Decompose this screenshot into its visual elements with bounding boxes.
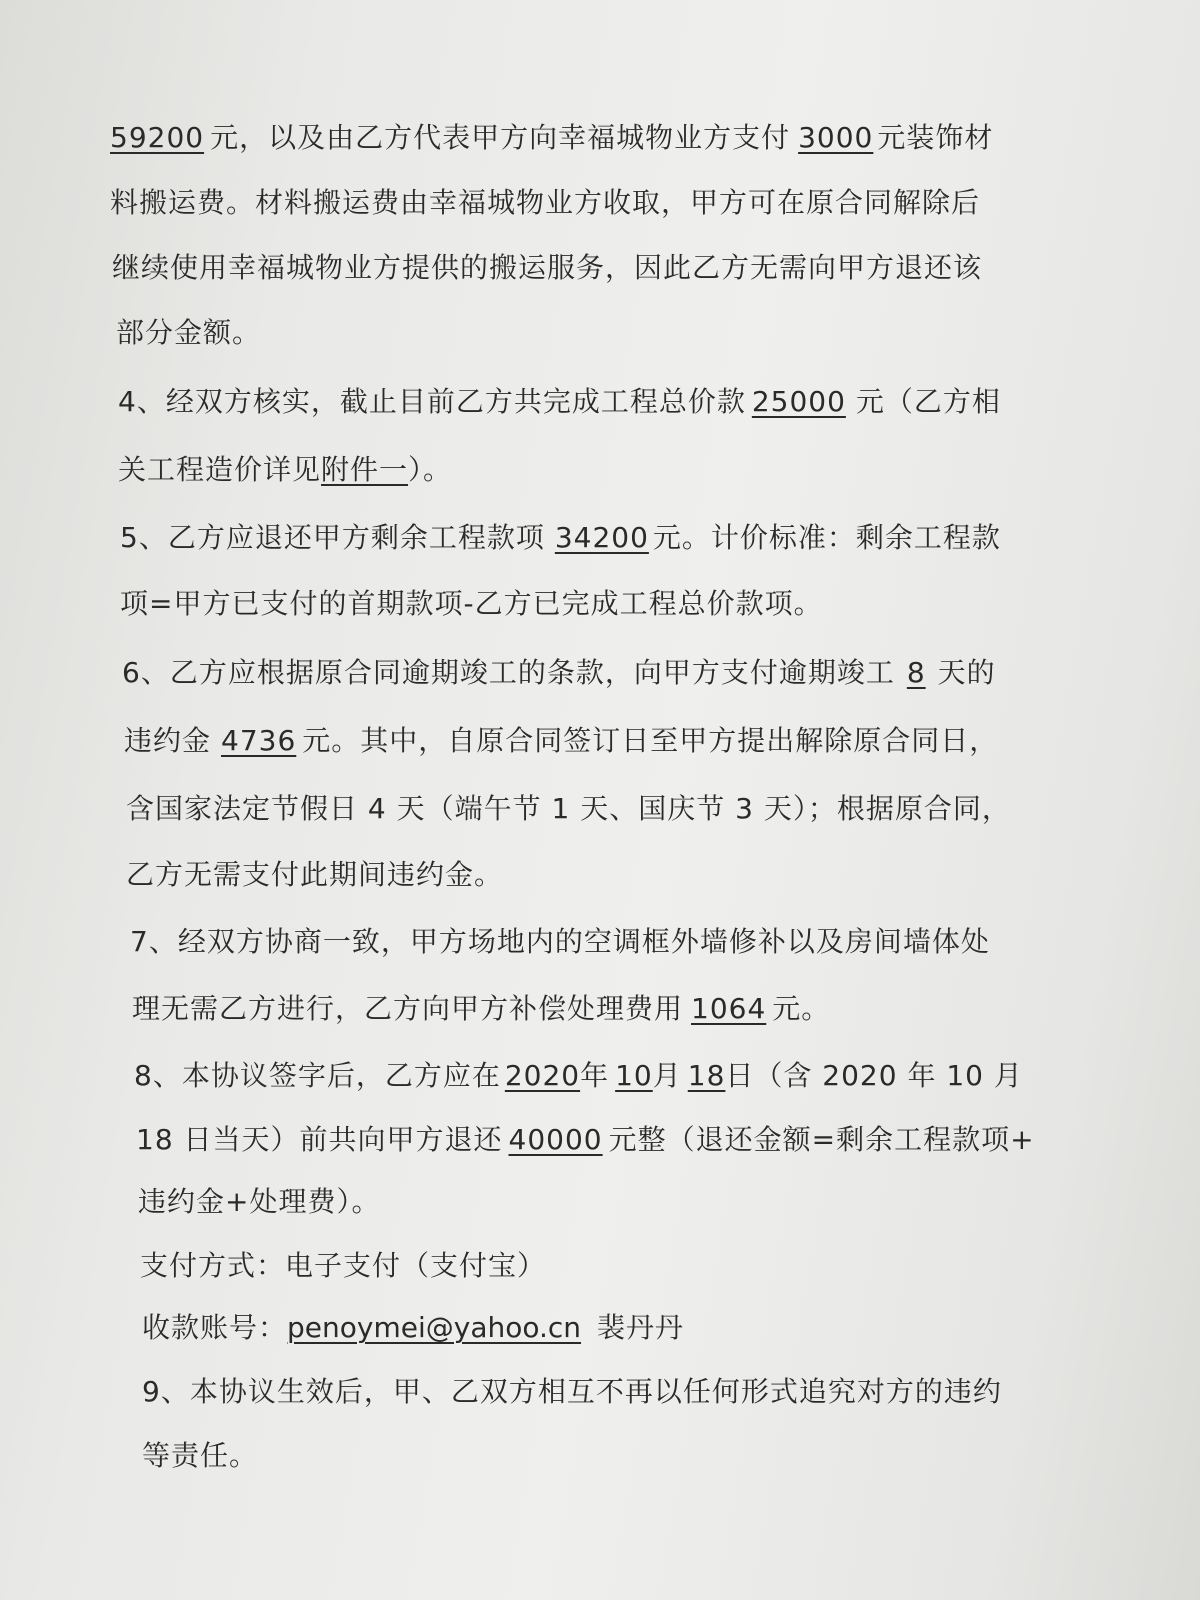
fill-amount-1064: 1064 xyxy=(691,992,767,1025)
p6-line-1: 6、乙方应根据原合同逾期竣工的条款，向甲方支付逾期竣工 8 天的 xyxy=(122,656,996,689)
p6-line-4: 乙方无需支付此期间违约金。 xyxy=(126,858,504,891)
p8-line-2: 18 日当天）前共向甲方退还 40000 元整（退还金额=剩余工程款项+ xyxy=(136,1123,1035,1156)
fill-day: 18 xyxy=(687,1059,726,1092)
fill-year: 2020 xyxy=(504,1059,581,1092)
p3-line-2: 料搬运费。材料搬运费由幸福城物业方收取，甲方可在原合同解除后 xyxy=(110,186,981,219)
fill-overdue-days: 8 xyxy=(906,656,926,689)
p6-line-2: 违约金 4736 元。其中，自原合同签订日至甲方提出解除原合同日， xyxy=(124,724,999,757)
p3-line-3: 继续使用幸福城物业方提供的搬运服务，因此乙方无需向甲方退还该 xyxy=(112,251,983,284)
fill-amount-3000: 3000 xyxy=(798,121,874,154)
p3-line-4: 部分金额。 xyxy=(116,316,262,349)
p7-line-2: 理无需乙方进行，乙方向甲方补偿处理费用 1064 元。 xyxy=(132,992,831,1025)
fill-amount-59200: 59200 xyxy=(110,121,205,154)
p9-line-2: 等责任。 xyxy=(142,1439,259,1472)
fill-amount-25000: 25000 xyxy=(751,385,846,418)
attachment-ref: 附件一 xyxy=(321,453,409,486)
payment-account: 收款账号：penoymei@yahoo.cn 裴丹丹 xyxy=(142,1311,685,1344)
p8-line-3: 违约金+处理费）。 xyxy=(138,1185,381,1218)
fill-amount-34200: 34200 xyxy=(554,521,649,554)
p7-line-1: 7、经双方协商一致，甲方场地内的空调框外墙修补以及房间墙体处 xyxy=(130,925,990,958)
p9-line-1: 9、本协议生效后，甲、乙双方相互不再以任何形式追究对方的违约 xyxy=(142,1375,1002,1408)
fill-month: 10 xyxy=(615,1059,653,1092)
fill-amount-40000: 40000 xyxy=(508,1123,603,1156)
p4-line-1: 4、经双方核实，截止目前乙方共完成工程总价款 25000 元（乙方相 xyxy=(118,385,1001,418)
p3-line-1: 59200 元，以及由乙方代表甲方向幸福城物业方支付 3000 元装饰材 xyxy=(110,121,994,154)
account-email: penoymei@yahoo.cn xyxy=(287,1311,582,1344)
fill-amount-4736: 4736 xyxy=(221,724,297,757)
p4-line-2: 关工程造价详见附件一）。 xyxy=(118,453,453,486)
p8-line-1: 8、本协议签字后，乙方应在 2020年 10月 18日（含 2020 年 10 月 xyxy=(134,1059,1023,1092)
payment-method: 支付方式：电子支付（支付宝） xyxy=(140,1249,547,1282)
p5-line-1: 5、乙方应退还甲方剩余工程款项 34200 元。计价标准：剩余工程款 xyxy=(120,521,1001,554)
p5-line-2: 项=甲方已支付的首期款项-乙方已完成工程总价款项。 xyxy=(120,587,823,620)
p6-line-3: 含国家法定节假日 4 天（端午节 1 天、国庆节 3 天）；根据原合同， xyxy=(126,792,1011,825)
account-holder: 裴丹丹 xyxy=(597,1311,685,1344)
